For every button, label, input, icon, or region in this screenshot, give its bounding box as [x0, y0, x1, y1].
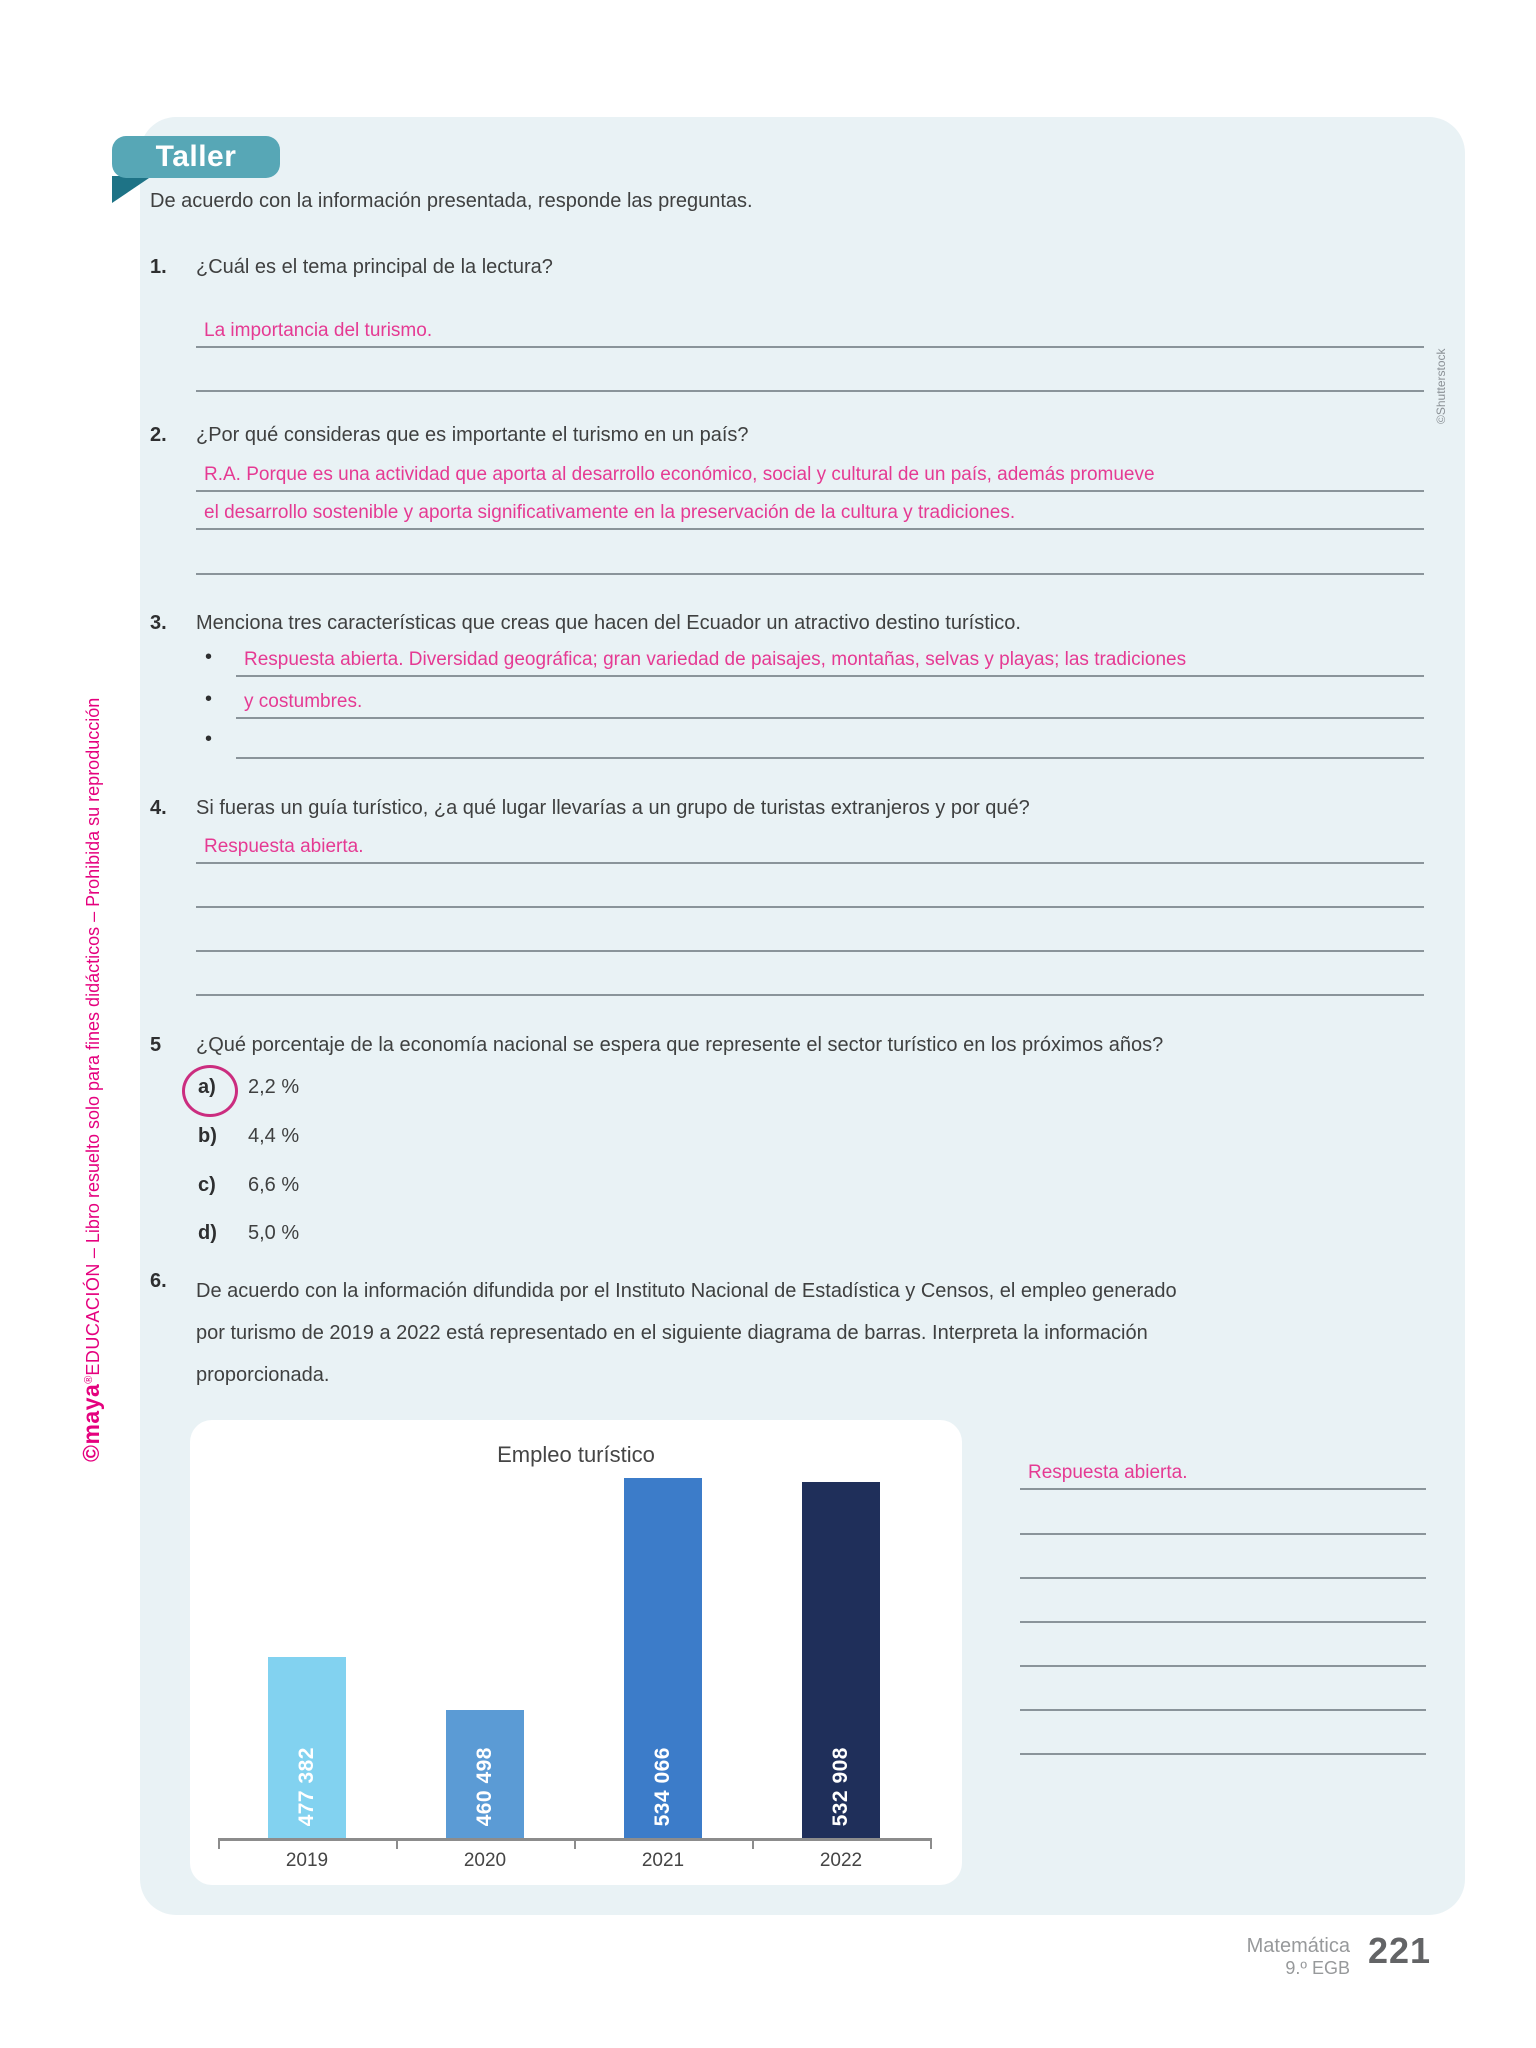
publisher-copyright-notice	[78, 698, 105, 1462]
answer-line[interactable]	[196, 912, 1424, 952]
footer-grade: 9.º EGB	[1285, 1958, 1350, 1978]
x-tick-label: 2019	[285, 1850, 329, 1871]
footer-subject-block	[1140, 1934, 1350, 1980]
bullet-dot: •	[205, 728, 213, 750]
answer-line[interactable]	[196, 308, 1424, 348]
answer-text: La importancia del turismo.	[204, 320, 433, 341]
bar-value-label: 532 908	[829, 1746, 852, 1826]
answer-text: Respuesta abierta.	[1028, 1462, 1188, 1483]
bar-chart-card	[190, 1420, 962, 1885]
x-tick-label: 2022	[819, 1850, 863, 1871]
axis-tick	[574, 1838, 576, 1849]
answer-line[interactable]	[1020, 1539, 1426, 1579]
answer-line[interactable]	[1020, 1671, 1426, 1711]
axis-tick	[930, 1838, 932, 1849]
answer-text: y costumbres.	[244, 691, 363, 712]
question-6-text	[196, 1270, 1177, 1396]
question-4-text: Si fueras un guía turístico, ¿a qué lugar llevarías a un grupo de turistas extranjeros y por qué?	[196, 797, 1030, 819]
question-3-text: Menciona tres características que creas que hacen del Ecuador un atractivo destino turístico.	[196, 612, 1021, 634]
answer-line[interactable]	[236, 719, 1424, 759]
question-2-number: 2.	[150, 424, 167, 446]
bullet-dot: •	[205, 688, 213, 710]
bar-value-label: 477 382	[295, 1746, 318, 1826]
photo-credit: ©Shutterstock	[1434, 348, 1448, 424]
answer-line[interactable]	[1020, 1627, 1426, 1667]
axis-tick	[218, 1838, 220, 1849]
answer-line[interactable]	[1020, 1450, 1426, 1490]
bar-2022	[802, 1482, 880, 1838]
bar-2020	[446, 1710, 524, 1838]
bar-value-label: 534 066	[651, 1746, 674, 1826]
question-5-number: 5	[150, 1034, 162, 1056]
question-4-number: 4.	[150, 797, 167, 819]
answer-line[interactable]	[196, 956, 1424, 996]
publisher-logo-text: maya	[78, 1383, 104, 1445]
footer-subject: Matemática	[1246, 1935, 1350, 1957]
axis-tick	[752, 1838, 754, 1849]
question-6-text-line1: De acuerdo con la información difundida por el Instituto Nacional de Estadística y Censos, el empleo generado	[196, 1280, 1177, 1302]
answer-line[interactable]	[236, 679, 1424, 719]
answer-line[interactable]	[236, 637, 1424, 677]
answer-line[interactable]	[196, 868, 1424, 908]
copyright-symbol: ©	[78, 1444, 104, 1462]
bar-value-label: 460 498	[473, 1746, 496, 1826]
answer-text: Respuesta abierta. Diversidad geográfica; gran variedad de paisajes, montañas, selvas y playas; las tradiciones	[244, 649, 1187, 670]
option-value: 4,4 %	[248, 1125, 300, 1147]
question-1-number: 1.	[150, 256, 167, 278]
axis-tick	[396, 1838, 398, 1849]
bar-2019	[268, 1657, 346, 1838]
answer-line[interactable]	[196, 824, 1424, 864]
option-value: 2,2 %	[248, 1076, 300, 1098]
question-2-text: ¿Por qué consideras que es importante el turismo en un país?	[196, 424, 749, 446]
option-value: 6,6 %	[248, 1174, 300, 1196]
registered-symbol: ®	[83, 1375, 95, 1384]
question-1-text: ¿Cuál es el tema principal de la lectura?	[196, 256, 553, 278]
answer-text: el desarrollo sostenible y aporta significativamente en la preservación de la cultura y tradiciones.	[204, 502, 1016, 523]
option-label: b)	[198, 1125, 217, 1147]
page-number: 221	[1368, 1930, 1432, 1971]
answer-text: Respuesta abierta.	[204, 836, 364, 857]
publisher-division: EDUCACIÓN	[83, 1263, 103, 1376]
answer-line[interactable]	[1020, 1583, 1426, 1623]
answer-line[interactable]	[196, 490, 1424, 530]
question-6-text-line2: por turismo de 2019 a 2022 está representado en el siguiente diagrama de barras. Interpreta la información	[196, 1322, 1148, 1344]
answer-line[interactable]	[1020, 1715, 1426, 1755]
question-5-text: ¿Qué porcentaje de la economía nacional se espera que represente el sector turístico en los próximos años?	[196, 1034, 1164, 1056]
bar-2021	[624, 1478, 702, 1838]
x-tick-label: 2021	[641, 1850, 685, 1871]
answer-line[interactable]	[196, 352, 1424, 392]
answer-line[interactable]	[1020, 1495, 1426, 1535]
answer-line[interactable]	[196, 452, 1424, 492]
chart-plot	[190, 1420, 962, 1885]
section-badge	[112, 136, 280, 178]
option-label: d)	[198, 1222, 217, 1244]
answer-text: R.A. Porque es una actividad que aporta al desarrollo económico, social y cultural de un país, además promueve	[204, 464, 1155, 485]
option-value: 5,0 %	[248, 1222, 300, 1244]
option-label: c)	[198, 1174, 216, 1196]
question-6-number: 6.	[150, 1270, 167, 1292]
answer-line[interactable]	[196, 535, 1424, 575]
legal-notice: – Libro resuelto solo para fines didácticos – Prohibida su reproducción	[83, 697, 103, 1264]
option-label: a)	[198, 1076, 216, 1098]
chart-title: Empleo turístico	[497, 1442, 655, 1467]
question-3-number: 3.	[150, 612, 167, 634]
bullet-dot: •	[205, 646, 213, 668]
intro-text: De acuerdo con la información presentada, responde las preguntas.	[150, 190, 753, 212]
x-tick-label: 2020	[463, 1850, 507, 1871]
section-badge-label: Taller	[155, 140, 237, 173]
question-6-text-line3: proporcionada.	[196, 1364, 330, 1386]
